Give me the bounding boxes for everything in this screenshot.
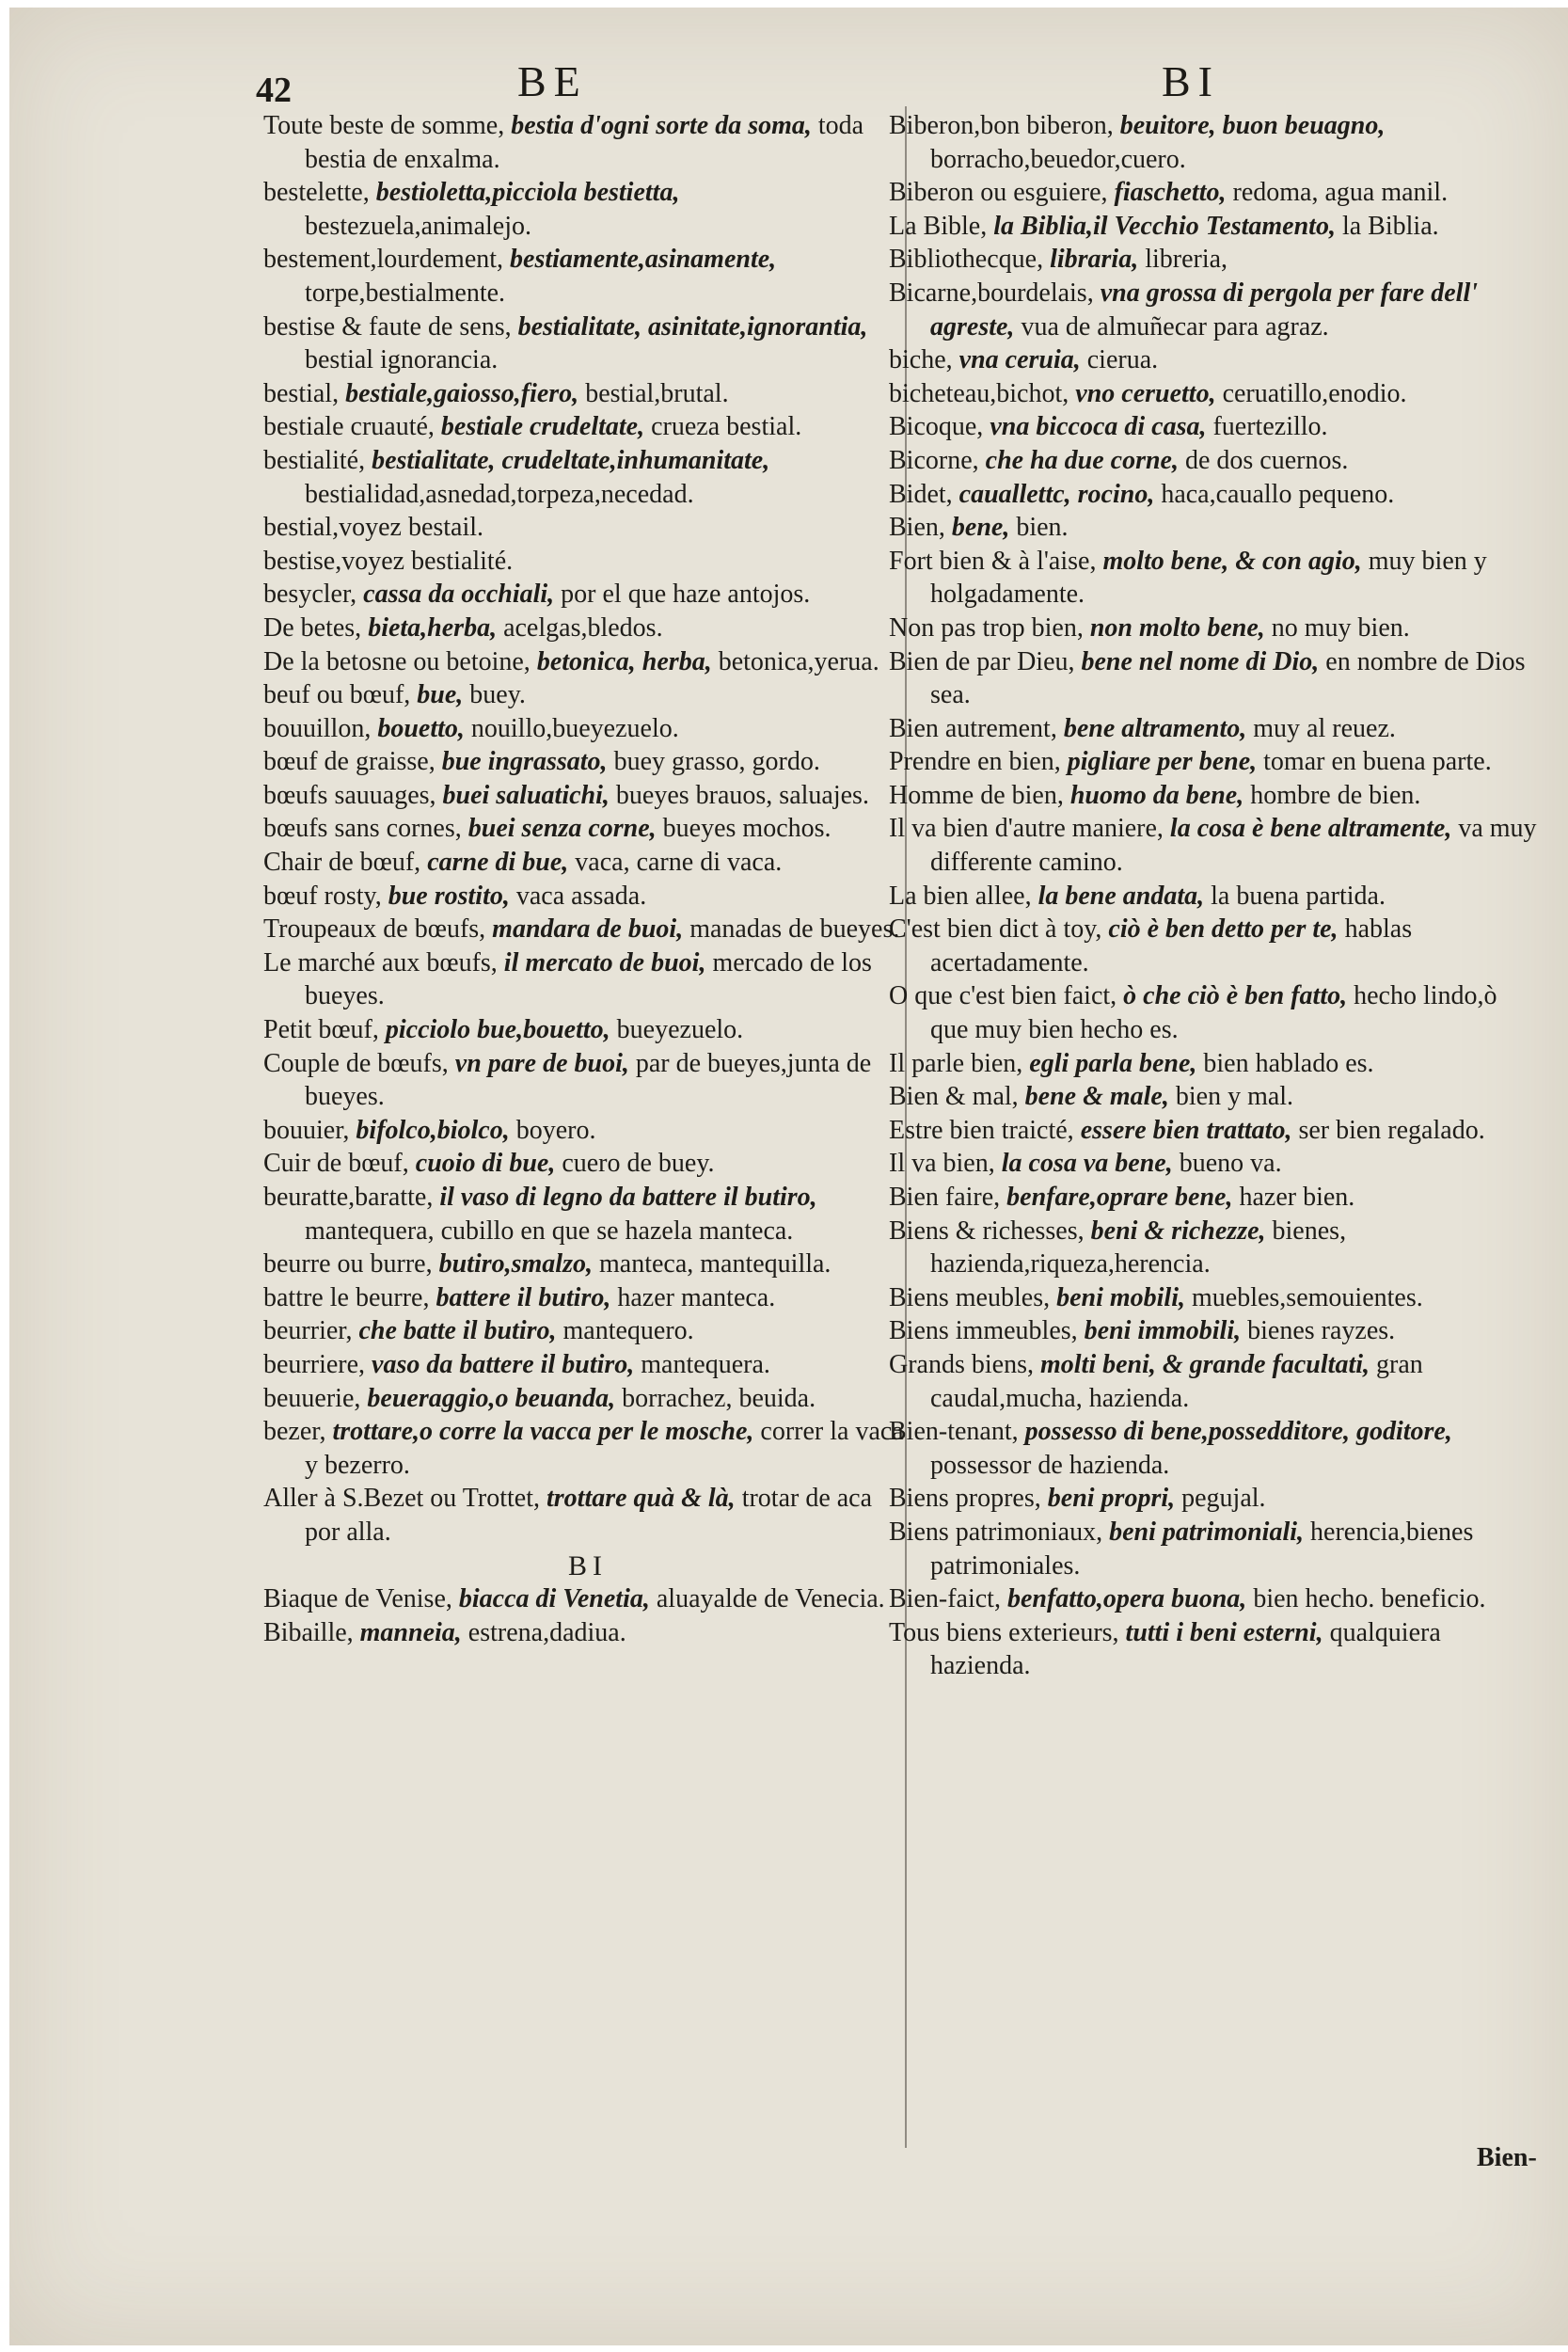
italian-term: bestialitate, asinitate,ignorantia, [517, 311, 868, 342]
right-running-head: BI [1162, 57, 1220, 105]
french-term: Biens meubles, [889, 1282, 1051, 1312]
spanish-term: acelgas,bledos. [503, 612, 663, 643]
french-term: Bicorne, [889, 445, 979, 475]
spanish-term: bienes rayzes. [1247, 1316, 1396, 1346]
dictionary-entry [263, 1047, 912, 1114]
spanish-term: betonica,yerua. [718, 646, 879, 676]
dictionary-entry [263, 880, 912, 914]
french-term: Couple de bœufs, [263, 1048, 449, 1078]
italian-term: la cosa va bene, [1001, 1149, 1173, 1179]
italian-term: che ha due corne, [985, 445, 1179, 475]
spanish-term: herencia,bienes patrimoniales. [930, 1517, 1474, 1581]
french-term: Grands biens, [889, 1349, 1034, 1379]
dictionary-entry [263, 1314, 912, 1348]
page-number: 42 [256, 71, 292, 110]
dictionary-entry [889, 645, 1538, 712]
dictionary-entry [263, 1382, 912, 1416]
french-term: Il va bien, [889, 1149, 995, 1179]
italian-term: beni mobili, [1056, 1282, 1185, 1312]
spanish-term: bueyes mochos. [662, 814, 832, 844]
french-term: C'est bien dict à toy, [889, 914, 1102, 945]
dictionary-entry [263, 1616, 912, 1650]
italian-term: bene & male, [1024, 1082, 1169, 1112]
spanish-term: vaca assada. [515, 881, 647, 911]
dictionary-entry [263, 444, 912, 511]
spanish-term: de dos cuernos. [1184, 445, 1349, 475]
italian-term: bieta,herba, [368, 612, 498, 643]
italian-term: carne di bue, [427, 848, 569, 878]
dictionary-entry [263, 578, 912, 612]
italian-term: benfare,oprare bene, [1006, 1183, 1233, 1212]
dictionary-entry [889, 1047, 1538, 1081]
spanish-term: en nombre de Dios sea. [930, 646, 1526, 710]
italian-term: fiaschetto, [1114, 178, 1227, 208]
spanish-term: por el que haze antojos. [561, 580, 811, 610]
french-term: besycler, [263, 580, 357, 610]
italian-term: beuitore, buon beuagno, [1119, 111, 1386, 140]
italian-term: bue rostito, [388, 881, 510, 911]
italian-term: manneia, [359, 1617, 462, 1647]
dictionary-entry [889, 444, 1538, 478]
dictionary-entry [263, 511, 912, 545]
italian-term: egli parla bene, [1029, 1048, 1197, 1078]
italian-term: huomo da bene, [1069, 780, 1244, 810]
french-term: bœuf de graisse, [263, 747, 436, 777]
french-term: Bien autrement, [889, 713, 1057, 743]
dictionary-entry [889, 1147, 1538, 1181]
italian-term: bestiale crudeltate, [440, 412, 645, 442]
french-term: bestise,voyez bestialité. [263, 546, 514, 576]
french-term: beuratte,baratte, [263, 1183, 434, 1212]
spanish-term: gran caudal,mucha, hazienda. [930, 1349, 1423, 1413]
french-term: Chair de bœuf, [263, 848, 421, 878]
italian-term: beni immobili, [1084, 1316, 1242, 1346]
italian-term: vn pare de buoi, [454, 1048, 629, 1078]
italian-term: beueraggio,o beuanda, [367, 1383, 616, 1413]
italian-term: la cosa è bene altramente, [1169, 814, 1452, 844]
italian-term: beni propri, [1047, 1484, 1176, 1514]
spanish-term: libreria, [1145, 245, 1228, 275]
italian-term: bestioletta,picciola bestietta, [375, 178, 680, 208]
french-term: De betes, [263, 612, 362, 643]
spanish-term: buey grasso, gordo. [613, 747, 820, 777]
spanish-term: vaca, carne di vaca. [575, 848, 783, 878]
french-term: beuf ou bœuf, [263, 680, 411, 710]
dictionary-entry [263, 243, 912, 310]
french-term: Bien-tenant, [889, 1417, 1019, 1447]
spanish-term: hecho lindo,ò que muy bien hecho es. [930, 981, 1497, 1045]
dictionary-entry [263, 410, 912, 444]
spanish-term: no muy bien. [1271, 612, 1410, 643]
french-term: bœufs sauuages, [263, 780, 436, 810]
french-term: Aller à S.Bezet ou Trottet, [263, 1484, 540, 1514]
dictionary-entry [889, 1348, 1538, 1415]
french-term: Biens immeubles, [889, 1316, 1078, 1346]
dictionary-entry [263, 1147, 912, 1181]
spanish-term: la Biblia. [1341, 211, 1439, 241]
spanish-term: ser bien regalado. [1298, 1115, 1485, 1145]
italian-term: beni & richezze, [1090, 1216, 1266, 1246]
dictionary-entry [889, 176, 1538, 210]
italian-term: beni patrimoniali, [1109, 1517, 1305, 1547]
italian-term: il vaso di legno da battere il butiro, [439, 1183, 817, 1212]
french-term: Non pas trop bien, [889, 612, 1084, 643]
french-term: biche, [889, 345, 953, 375]
french-term: Il va bien d'autre maniere, [889, 814, 1164, 844]
spanish-term: boyero. [515, 1115, 596, 1145]
spanish-term: mantequero. [562, 1316, 694, 1346]
french-term: Estre bien traicté, [889, 1115, 1074, 1145]
spanish-term: bien hecho. beneficio. [1253, 1584, 1486, 1614]
dictionary-entry [263, 779, 912, 813]
french-term: beurrier, [263, 1316, 353, 1346]
dictionary-entry [263, 1348, 912, 1382]
right-column [889, 109, 1538, 1683]
spanish-term: crueza bestial. [651, 412, 802, 442]
dictionary-entry [889, 377, 1538, 411]
spanish-term: buey. [469, 680, 526, 710]
dictionary-entry [263, 1281, 912, 1315]
spanish-term: haca,cauallo pequeno. [1161, 479, 1395, 509]
french-term: Cuir de bœuf, [263, 1149, 409, 1179]
dictionary-entry [263, 1582, 912, 1616]
dictionary-entry [889, 478, 1538, 512]
french-term: bouuillon, [263, 713, 372, 743]
dictionary-entry [263, 1013, 912, 1047]
italian-term: bene, [951, 513, 1010, 543]
italian-term: bestialitate, crudeltate,inhumanitate, [372, 445, 770, 475]
spanish-term: bueno va. [1179, 1149, 1282, 1179]
italian-term: libraria, [1050, 245, 1139, 275]
dictionary-entry [889, 1415, 1538, 1482]
french-term: beurriere, [263, 1349, 366, 1379]
french-term: La Bible, [889, 211, 988, 241]
spanish-term: mercado de los bueyes. [305, 947, 872, 1011]
french-term: Toute beste de somme, [263, 111, 505, 140]
italian-term: benfatto,opera buona, [1006, 1584, 1247, 1614]
spanish-term: estrena,dadiua. [467, 1617, 626, 1647]
french-term: De la betosne ou betoine, [263, 646, 531, 676]
italian-term: bestia d'ogni sorte da soma, [511, 111, 812, 140]
dictionary-entry [263, 812, 912, 846]
dictionary-entry [889, 277, 1538, 343]
dictionary-entry [263, 545, 912, 579]
italian-term: trottare,o corre la vacca per le mosche, [332, 1417, 754, 1447]
spanish-term: muy al reuez. [1253, 713, 1396, 743]
spanish-term: trotar de aca por alla. [305, 1484, 873, 1547]
italian-term: vna grossa di pergola per fare dell' agreste, [930, 278, 1479, 342]
italian-term: biacca di Venetia, [458, 1584, 650, 1614]
italian-term: cassa da occhiali, [363, 580, 555, 610]
french-term: Fort bien & à l'aise, [889, 546, 1097, 576]
french-term: Biens & richesses, [889, 1216, 1085, 1246]
spanish-term: muy bien y holgadamente. [930, 546, 1487, 610]
dictionary-entry [889, 1582, 1538, 1616]
spanish-term: hazer bien. [1239, 1183, 1355, 1212]
spanish-term: bueyezuelo. [616, 1015, 744, 1045]
spanish-term: mantequera, cubillo en que se hazela manteca. [305, 1216, 794, 1246]
italian-term: vna biccoca di casa, [990, 412, 1207, 442]
french-term: Homme de bien, [889, 780, 1064, 810]
spanish-term: la buena partida. [1211, 881, 1386, 911]
spanish-term: nouillo,bueyezuelo. [470, 713, 679, 743]
left-running-head: BE [517, 57, 588, 105]
french-term: bouuier, [263, 1115, 350, 1145]
spanish-term: bien hablado es. [1203, 1048, 1374, 1078]
french-term: bestement,lourdement, [263, 245, 504, 275]
spanish-term: fuertezillo. [1212, 412, 1328, 442]
dictionary-entry [263, 176, 912, 243]
spanish-term: toda bestia de enxalma. [305, 111, 864, 174]
dictionary-entry [263, 678, 912, 712]
italian-term: tutti i beni esterni, [1125, 1617, 1323, 1647]
spanish-term: va muy differente camino. [930, 814, 1537, 878]
left-column [263, 109, 912, 1649]
dictionary-entry [889, 913, 1538, 979]
italian-term: possesso di bene,possedditore, goditore, [1024, 1417, 1452, 1447]
italian-term: non molto bene, [1089, 612, 1265, 643]
dictionary-entry [263, 712, 912, 746]
italian-term: mandara de buoi, [492, 914, 684, 945]
dictionary-entry [889, 1080, 1538, 1114]
french-term: bestial, [263, 378, 340, 408]
italian-term: buei senza corne, [467, 814, 657, 844]
french-term: Bidet, [889, 479, 953, 509]
italian-term: bue, [417, 680, 464, 710]
spanish-term: hablas acertadamente. [930, 914, 1413, 977]
dictionary-entry [889, 545, 1538, 612]
italian-term: essere bien trattato, [1080, 1115, 1292, 1145]
dictionary-entry [889, 1114, 1538, 1148]
dictionary-entry [889, 1314, 1538, 1348]
italian-term: vna ceruia, [958, 345, 1081, 375]
french-term: bestialité, [263, 445, 366, 475]
dictionary-entry [889, 1516, 1538, 1582]
french-term: Bien, [889, 513, 945, 543]
spanish-term: muebles,semouientes. [1192, 1282, 1423, 1312]
spanish-term: par de bueyes,junta de bueyes. [305, 1048, 872, 1112]
dictionary-entry [889, 1281, 1538, 1315]
italian-term: bifolco,biolco, [356, 1115, 510, 1145]
italian-term: vaso da battere il butiro, [372, 1349, 635, 1379]
french-term: bœufs sans cornes, [263, 814, 462, 844]
dictionary-entry [889, 1215, 1538, 1281]
french-term: Biberon ou esguiere, [889, 178, 1108, 208]
dictionary-entry [263, 846, 912, 880]
spanish-term: bueyes brauos, saluajes. [615, 780, 869, 810]
spanish-term: cierua. [1086, 345, 1159, 375]
dictionary-entry [889, 979, 1538, 1046]
dictionary-entry [889, 1181, 1538, 1215]
italian-term: picciolo bue,bouetto, [385, 1015, 610, 1045]
french-term: Petit bœuf, [263, 1015, 379, 1045]
french-term: La bien allee, [889, 881, 1032, 911]
spanish-term: vua de almuñecar para agraz. [1021, 311, 1329, 342]
dictionary-entry [263, 946, 912, 1013]
book-page [9, 8, 1568, 2345]
italian-term: bestiamente,asinamente, [510, 245, 777, 275]
spanish-term: ceruatillo,enodio. [1222, 378, 1407, 408]
spanish-term: mantequera. [641, 1349, 770, 1379]
spanish-term: borrachez, beuida. [622, 1383, 816, 1413]
dictionary-entry [889, 1616, 1538, 1683]
spanish-term: bestial,brutal. [585, 378, 729, 408]
french-term: O que c'est bien faict, [889, 981, 1117, 1011]
spanish-term: cuero de buey. [562, 1149, 715, 1179]
french-term: Tous biens exterieurs, [889, 1617, 1119, 1647]
spanish-term: correr la vaca y bezerro. [305, 1417, 904, 1480]
dictionary-entry [263, 645, 912, 679]
italian-term: vno ceruetto, [1075, 378, 1216, 408]
italian-term: bouetto, [377, 713, 465, 743]
french-term: bestial,voyez bestail. [263, 513, 484, 543]
french-term: bezer, [263, 1417, 326, 1447]
french-term: bicheteau,bichot, [889, 378, 1069, 408]
spanish-term: hazer manteca. [617, 1282, 776, 1312]
dictionary-entry [263, 913, 912, 946]
french-term: Biens patrimoniaux, [889, 1517, 1103, 1547]
italian-term: trottare quà & là, [546, 1484, 736, 1514]
spanish-term: bien. [1016, 513, 1069, 543]
italian-term: ò che ciò è ben fatto, [1123, 981, 1348, 1011]
french-term: bœuf rosty, [263, 881, 382, 911]
french-term: beurre ou burre, [263, 1249, 433, 1279]
french-term: Biens propres, [889, 1484, 1041, 1514]
dictionary-entry [889, 343, 1538, 377]
dictionary-entry [263, 1181, 912, 1248]
spanish-term: manadas de bueyes. [689, 914, 900, 945]
dictionary-entry [889, 109, 1538, 176]
french-term: Troupeaux de bœufs, [263, 914, 486, 945]
italian-term: il mercato de buoi, [503, 947, 706, 977]
spanish-term: possessor de hazienda. [930, 1450, 1170, 1480]
french-term: bestise & faute de sens, [263, 311, 512, 342]
french-term: Bicoque, [889, 412, 984, 442]
page-header [9, 49, 1568, 110]
dictionary-entry [889, 612, 1538, 645]
italian-term: bue ingrassato, [441, 747, 608, 777]
italian-term: cauallettc, rocino, [958, 479, 1155, 509]
italian-term: buei saluatichi, [442, 780, 610, 810]
spanish-term: bestialidad,asnedad,torpeza,necedad. [305, 479, 694, 509]
french-term: Bien & mal, [889, 1082, 1019, 1112]
dictionary-entry [889, 1482, 1538, 1516]
dictionary-entry [889, 243, 1538, 277]
italian-term: che batte il butiro, [358, 1316, 557, 1346]
spanish-term: pegujal. [1181, 1484, 1266, 1514]
italian-term: bene nel nome di Dio, [1081, 646, 1320, 676]
dictionary-entry [889, 210, 1538, 244]
french-term: bestiale cruauté, [263, 412, 435, 442]
dictionary-entry [263, 377, 912, 411]
dictionary-entry [889, 745, 1538, 779]
section-subheading: BI [568, 1549, 608, 1581]
french-term: Bicarne,bourdelais, [889, 278, 1094, 308]
french-term: Bien de par Dieu, [889, 646, 1075, 676]
dictionary-entry [263, 612, 912, 645]
spanish-term: manteca, mantequilla. [598, 1249, 832, 1279]
french-term: Il parle bien, [889, 1048, 1023, 1078]
italian-term: la bene andata, [1037, 881, 1205, 911]
spanish-term: qualquiera hazienda. [930, 1617, 1441, 1681]
spanish-term: redoma, agua manil. [1232, 178, 1449, 208]
spanish-term: borracho,beuedor,cuero. [930, 144, 1186, 174]
spanish-term: bienes, hazienda,riqueza,herencia. [930, 1216, 1347, 1279]
spanish-term: torpe,bestialmente. [305, 278, 506, 308]
italian-term: betonica, herba, [536, 646, 712, 676]
dictionary-entry [263, 1482, 912, 1549]
dictionary-entry [263, 1415, 912, 1482]
dictionary-entry [263, 1114, 912, 1148]
spanish-term: bestezuela,animalejo. [305, 211, 531, 241]
french-term: Bien-faict, [889, 1584, 1001, 1614]
french-term: beuuerie, [263, 1383, 361, 1413]
dictionary-entry [889, 511, 1538, 545]
italian-term: butiro,smalzo, [438, 1249, 593, 1279]
italian-term: bene altramento, [1063, 713, 1247, 743]
dictionary-entry [263, 745, 912, 779]
spanish-term: bestial ignorancia. [305, 345, 499, 375]
spanish-term: bien y mal. [1175, 1082, 1294, 1112]
dictionary-entry [263, 1248, 912, 1281]
dictionary-entry [889, 410, 1538, 444]
dictionary-entry [889, 880, 1538, 914]
italian-term: battere il butiro, [436, 1282, 611, 1312]
dictionary-entry [889, 712, 1538, 746]
italian-term: molto bene, & con agio, [1102, 546, 1362, 576]
italian-term: ciò è ben detto per te, [1108, 914, 1338, 945]
french-term: Biaque de Venise, [263, 1584, 452, 1614]
spanish-term: tomar en buena parte. [1263, 747, 1492, 777]
french-term: Le marché aux bœufs, [263, 947, 498, 977]
italian-term: la Biblia,il Vecchio Testamento, [993, 211, 1336, 241]
dictionary-entry [889, 812, 1538, 879]
french-term: Bibliothecque, [889, 245, 1044, 275]
catchword: Bien- [1477, 2143, 1537, 2172]
french-term: Biberon,bon biberon, [889, 111, 1114, 140]
italian-term: bestiale,gaiosso,fiero, [345, 378, 579, 408]
italian-term: molti beni, & grande facultati, [1039, 1349, 1370, 1379]
spanish-term: aluayalde de Venecia. [656, 1584, 885, 1614]
dictionary-entry [263, 310, 912, 377]
french-term: battre le beurre, [263, 1282, 430, 1312]
spanish-term: hombre de bien. [1250, 780, 1421, 810]
french-term: Bien faire, [889, 1183, 1001, 1212]
italian-term: cuoio di bue, [415, 1149, 556, 1179]
italian-term: pigliare per bene, [1067, 747, 1258, 777]
dictionary-entry [889, 779, 1538, 813]
french-term: Bibaille, [263, 1617, 354, 1647]
french-term: bestelette, [263, 178, 370, 208]
french-term: Prendre en bien, [889, 747, 1061, 777]
dictionary-entry [263, 109, 912, 176]
